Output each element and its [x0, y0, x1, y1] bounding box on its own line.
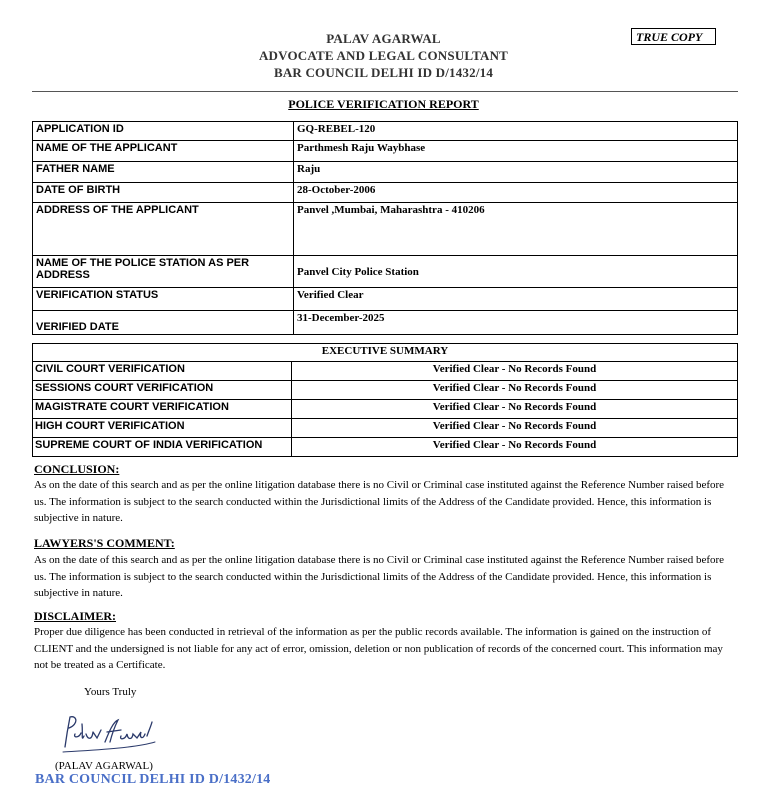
table-row [33, 203, 738, 256]
table-row [33, 419, 738, 438]
signature-graphic [55, 712, 165, 757]
advocate-role: ADVOCATE AND LEGAL CONSULTANT [258, 48, 509, 63]
row-label: APPLICATION ID [33, 122, 294, 141]
row-value: 31-December-2025 [294, 311, 738, 335]
summary-title: EXECUTIVE SUMMARY [33, 344, 738, 362]
yours-truly: Yours Truly [84, 686, 137, 698]
row-label: VERIFICATION STATUS [33, 288, 294, 311]
row-label: VERIFIED DATE [33, 311, 294, 335]
summary-title-row [33, 344, 738, 362]
row-value: Parthmesh Raju Waybhase [294, 141, 738, 162]
signature [55, 712, 165, 762]
row-value: 28-October-2006 [294, 183, 738, 203]
table-row [33, 162, 738, 183]
advocate-name: PALAV AGARWAL [326, 31, 441, 46]
court-result: Verified Clear - No Records Found [292, 419, 738, 438]
executive-summary-table [32, 343, 738, 457]
table-row [33, 311, 738, 335]
table-row [33, 400, 738, 419]
court-result: Verified Clear - No Records Found [292, 381, 738, 400]
table-row [33, 288, 738, 311]
court-result: Verified Clear - No Records Found [292, 362, 738, 381]
lawyers-comment-heading: LAWYERS'S COMMENT: [34, 536, 175, 550]
report-title: POLICE VERIFICATION REPORT [288, 97, 479, 111]
table-row [33, 362, 738, 381]
header-divider [32, 91, 738, 92]
court-result: Verified Clear - No Records Found [292, 400, 738, 419]
court-name: CIVIL COURT VERIFICATION [33, 362, 292, 381]
row-label: DATE OF BIRTH [33, 183, 294, 203]
footer-bar-council-id: BAR COUNCIL DELHI ID D/1432/14 [35, 772, 271, 787]
row-label: NAME OF THE POLICE STATION AS PER ADDRESS [33, 256, 294, 288]
signer-name: (PALAV AGARWAL) [55, 760, 153, 772]
conclusion-heading: CONCLUSION: [34, 462, 120, 476]
row-value: GQ-REBEL-120 [294, 122, 738, 141]
court-result: Verified Clear - No Records Found [292, 438, 738, 457]
table-row [33, 381, 738, 400]
court-name: MAGISTRATE COURT VERIFICATION [33, 400, 292, 419]
row-label: FATHER NAME [33, 162, 294, 183]
table-row [33, 256, 738, 288]
table-row [33, 122, 738, 141]
details-table [32, 121, 738, 335]
disclaimer-text: Proper due diligence has been conducted in retrieval of the information as per the public records available. The information is gained on the instruction of CLIENT and the undersigned is not liable for any act of error, omission, deletion or non publication of records of the concerned court. This information may not be treated as a Certificate. [34, 626, 723, 671]
court-name: SUPREME COURT OF INDIA VERIFICATION [33, 438, 292, 457]
row-label: NAME OF THE APPLICANT [33, 141, 294, 162]
row-value: Panvel ,Mumbai, Maharashtra - 410206 [294, 203, 738, 256]
table-row [33, 438, 738, 457]
lawyers-comment-text: As on the date of this search and as per the online litigation database there is no Civil or Criminal case instituted against the Reference Number raised before us. The information is subject to the search conducted within the Jurisdictional limits of the Address of the Candidate provided. Hence, this information is subjective in nature. [34, 554, 725, 599]
table-row [33, 183, 738, 203]
row-value: Raju [294, 162, 738, 183]
court-name: HIGH COURT VERIFICATION [33, 419, 292, 438]
row-label: ADDRESS OF THE APPLICANT [33, 203, 294, 256]
row-value: Verified Clear [294, 288, 738, 311]
conclusion-text: As on the date of this search and as per the online litigation database there is no Civil or Criminal case instituted against the Reference Number raised before us. The information is subject to the search conducted within the Jurisdictional limits of the Address of the Candidate provided. Hence, this information is subjective in nature. [34, 479, 725, 524]
true-copy-stamp: TRUE COPY [631, 28, 716, 45]
court-name: SESSIONS COURT VERIFICATION [33, 381, 292, 400]
row-value: Panvel City Police Station [294, 256, 738, 288]
table-row [33, 141, 738, 162]
bar-council-id: BAR COUNCIL DELHI ID D/1432/14 [273, 65, 494, 80]
disclaimer-heading: DISCLAIMER: [34, 609, 117, 623]
